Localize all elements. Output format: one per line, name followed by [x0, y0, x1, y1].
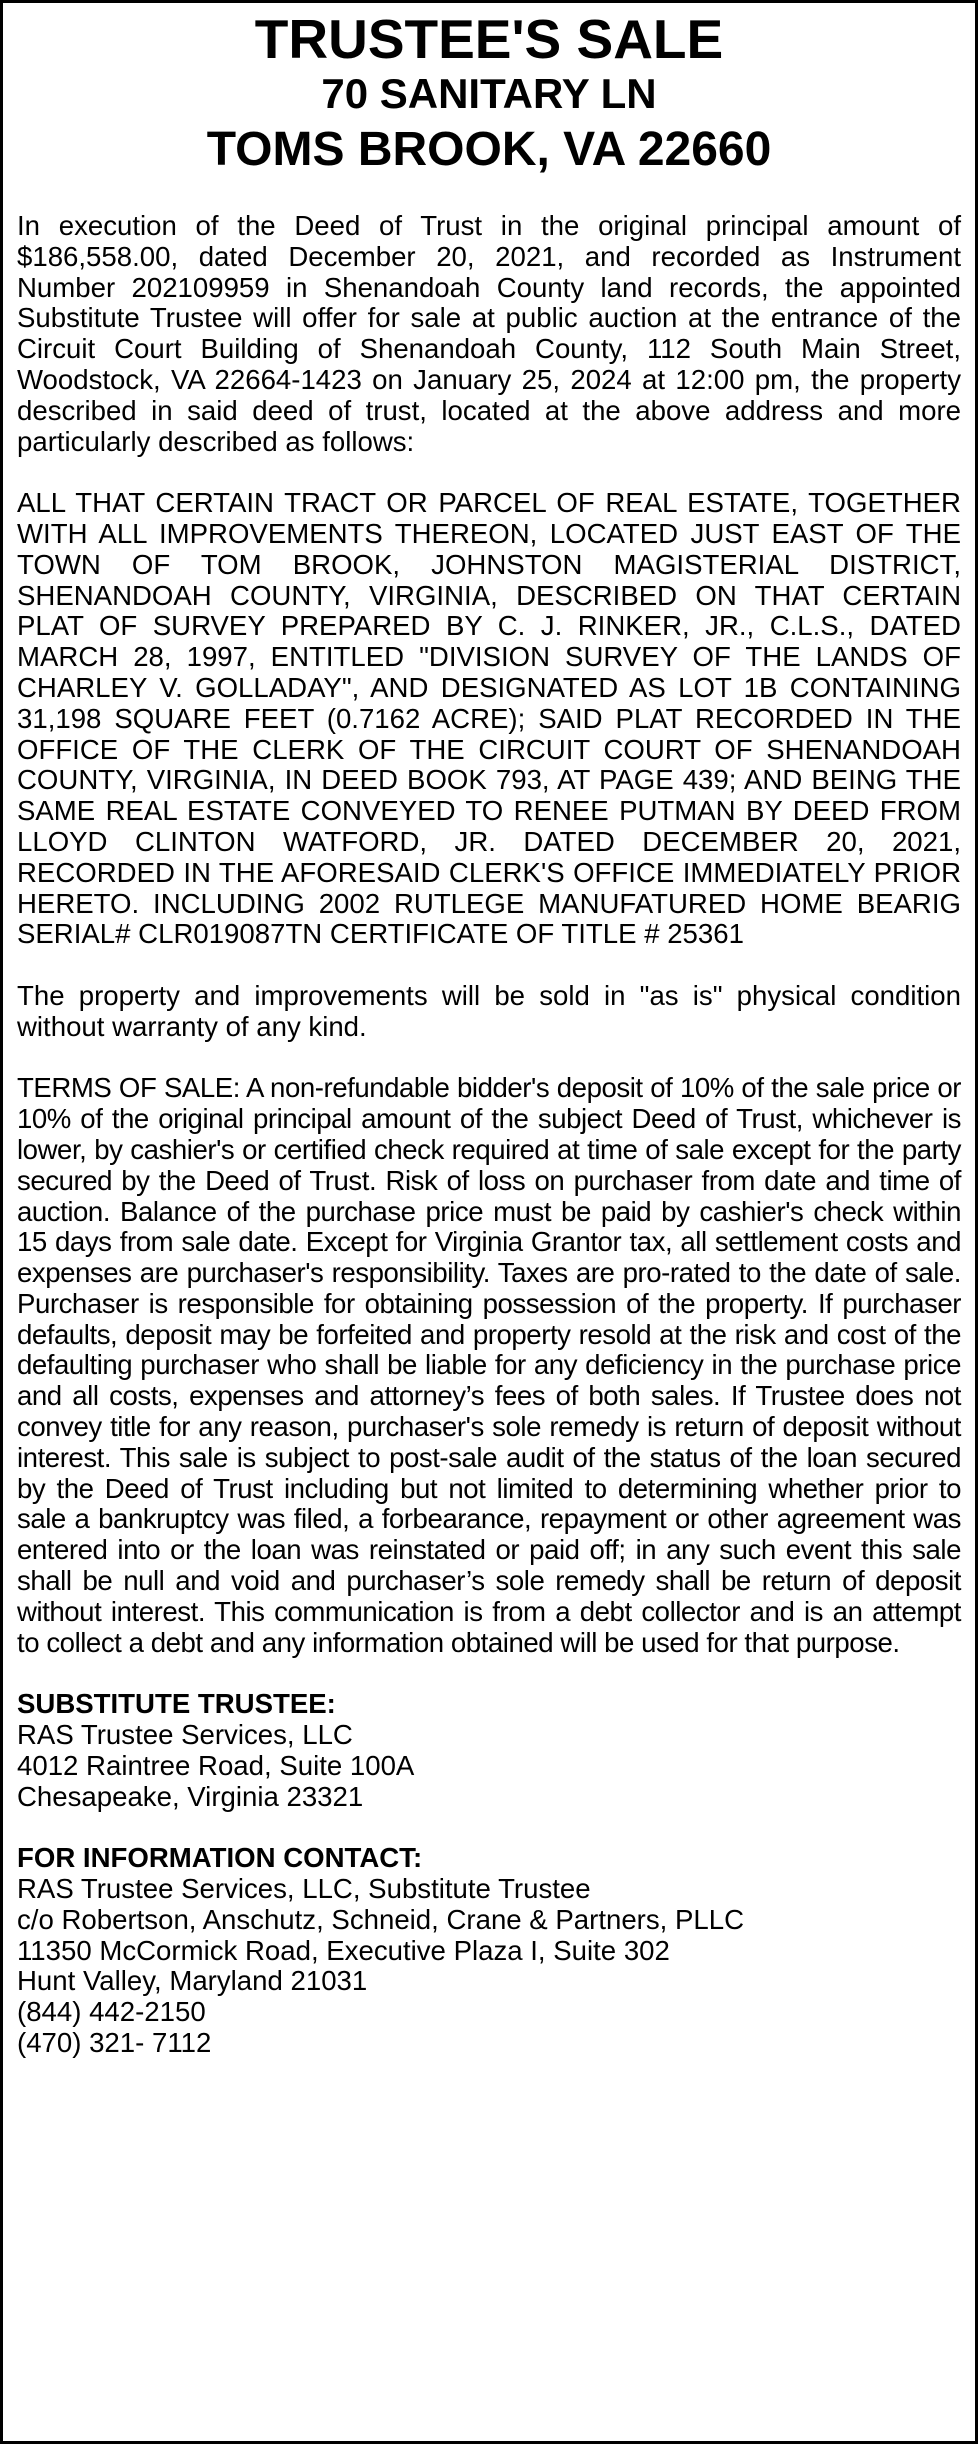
contact-block — [17, 1843, 961, 2059]
contact-name: RAS Trustee Services, LLC, Substitute Trustee — [17, 1873, 591, 1905]
contact-street: 11350 McCormick Road, Executive Plaza I, Suite 302 — [17, 1934, 670, 1966]
as-is-paragraph: The property and improvements will be sold in "as is" physical condition without warranty of any kind. — [17, 979, 961, 1042]
property-city-state: TOMS BROOK, VA 22660 — [206, 123, 772, 176]
notice-title: TRUSTEE'S SALE — [254, 8, 724, 70]
trustee-name: RAS Trustee Services, LLC — [17, 1719, 353, 1751]
contact-heading: FOR INFORMATION CONTACT: — [17, 1842, 423, 1874]
contact-phone-1: (844) 442-2150 — [17, 1996, 206, 2028]
property-street: 70 SANITARY LN — [321, 70, 657, 117]
contact-phone-2: (470) 321- 7112 — [17, 2027, 212, 2059]
substitute-trustee-heading: SUBSTITUTE TRUSTEE: — [17, 1688, 336, 1720]
substitute-trustee-block — [17, 1689, 961, 1812]
notice-header — [3, 9, 975, 181]
legal-description-paragraph: ALL THAT CERTAIN TRACT OR PARCEL OF REAL ESTATE, TOGETHER WITH ALL IMPROVEMENTS THEREON, LOCATED JUST EAST OF THE TOWN OF TOM BROOK, JOHNSTON MAGISTERIAL DISTRICT, SHENANDOAH COUNTY, VIRGINIA, DESCRIBED ON THAT CERTAIN PLAT OF SURVEY PREPARED BY C. J. RINKER, JR., C.L.S., DATED MARCH 28, 1997, ENTITLED "DIVISION SURVEY OF THE LANDS OF CHARLEY V. GOLLADAY", AND DESIGNATED AS LOT 1B CONTAINING 31,198 SQUARE FEET (0.7162 ACRE); SAID PLAT RECORDED IN THE OFFICE OF THE CLERK OF THE CIRCUIT COURT OF SHENANDOAH COUNTY, VIRGINIA, IN DEED BOOK 793, AT PAGE 439; AND BEING THE SAME REAL ESTATE CONVEYED TO RENEE PUTMAN BY DEED FROM LLOYD CLINTON WATFORD, JR. DATED DECEMBER 20, 2021, RECORDED IN THE AFORESAID CLERK'S OFFICE IMMEDIATELY PRIOR HERETO. INCLUDING 2002 RUTLEGE MANUFATURED HOME BEARIG SERIAL# CLR019087TN CERTIFICATE OF TITLE # 25361 — [17, 487, 961, 950]
trustee-street: 4012 Raintree Road, Suite 100A — [17, 1749, 415, 1781]
notice-body — [17, 211, 961, 2090]
contact-city: Hunt Valley, Maryland 21031 — [17, 1965, 368, 1997]
trustee-city: Chesapeake, Virginia 23321 — [17, 1780, 364, 1812]
intro-paragraph: In execution of the Deed of Trust in the original principal amount of $186,558.00, dated December 20, 2021, and recorded as Instrument Number 202109959 in Shenandoah County land records, the appointed Substitute Trustee will offer for sale at public auction at the entrance of the Circuit Court Building of Shenandoah County, 112 South Main Street, Woodstock, VA 22664-1423 on January 25, 2024 at 12:00 pm, the property described in said deed of trust, located at the above address and more particularly described as follows: — [17, 210, 961, 457]
contact-care-of: c/o Robertson, Anschutz, Schneid, Crane & Partners, PLLC — [17, 1903, 745, 1935]
terms-of-sale-paragraph: TERMS OF SALE: A non-refundable bidder's deposit of 10% of the sale price or 10% of the original principal amount of the subject Deed of Trust, whichever is lower, by cashier's or certified check required at time of sale except for the party secured by the Deed of Trust. Risk of loss on purchaser from date and time of auction. Balance of the purchase price must be paid by cashier's check within 15 days from sale date. Except for Virginia Grantor tax, all settlement costs and expenses are purchaser's responsibility. Taxes are pro-rated to the date of sale. Purchaser is responsible for obtaining possession of the property. If purchaser defaults, deposit may be forfeited and property resold at the risk and cost of the defaulting purchaser who shall be liable for any deficiency in the purchase price and all costs, expenses and attorney’s fees of both sales. If Trustee does not convey title for any reason, purchaser's sole remedy is return of deposit without interest. This sale is subject to post-sale audit of the status of the loan secured by the Deed of Trust including but not limited to determining whether prior to sale a bankruptcy was filed, a forbearance, repayment or other agreement was entered into or the loan was reinstated or paid off; in any such event this sale shall be null and void and purchaser’s sole remedy shall be return of deposit without interest. This communication is from a debt collector and is an attempt to collect a debt and any information obtained will be used for that purpose. — [17, 1072, 961, 1658]
